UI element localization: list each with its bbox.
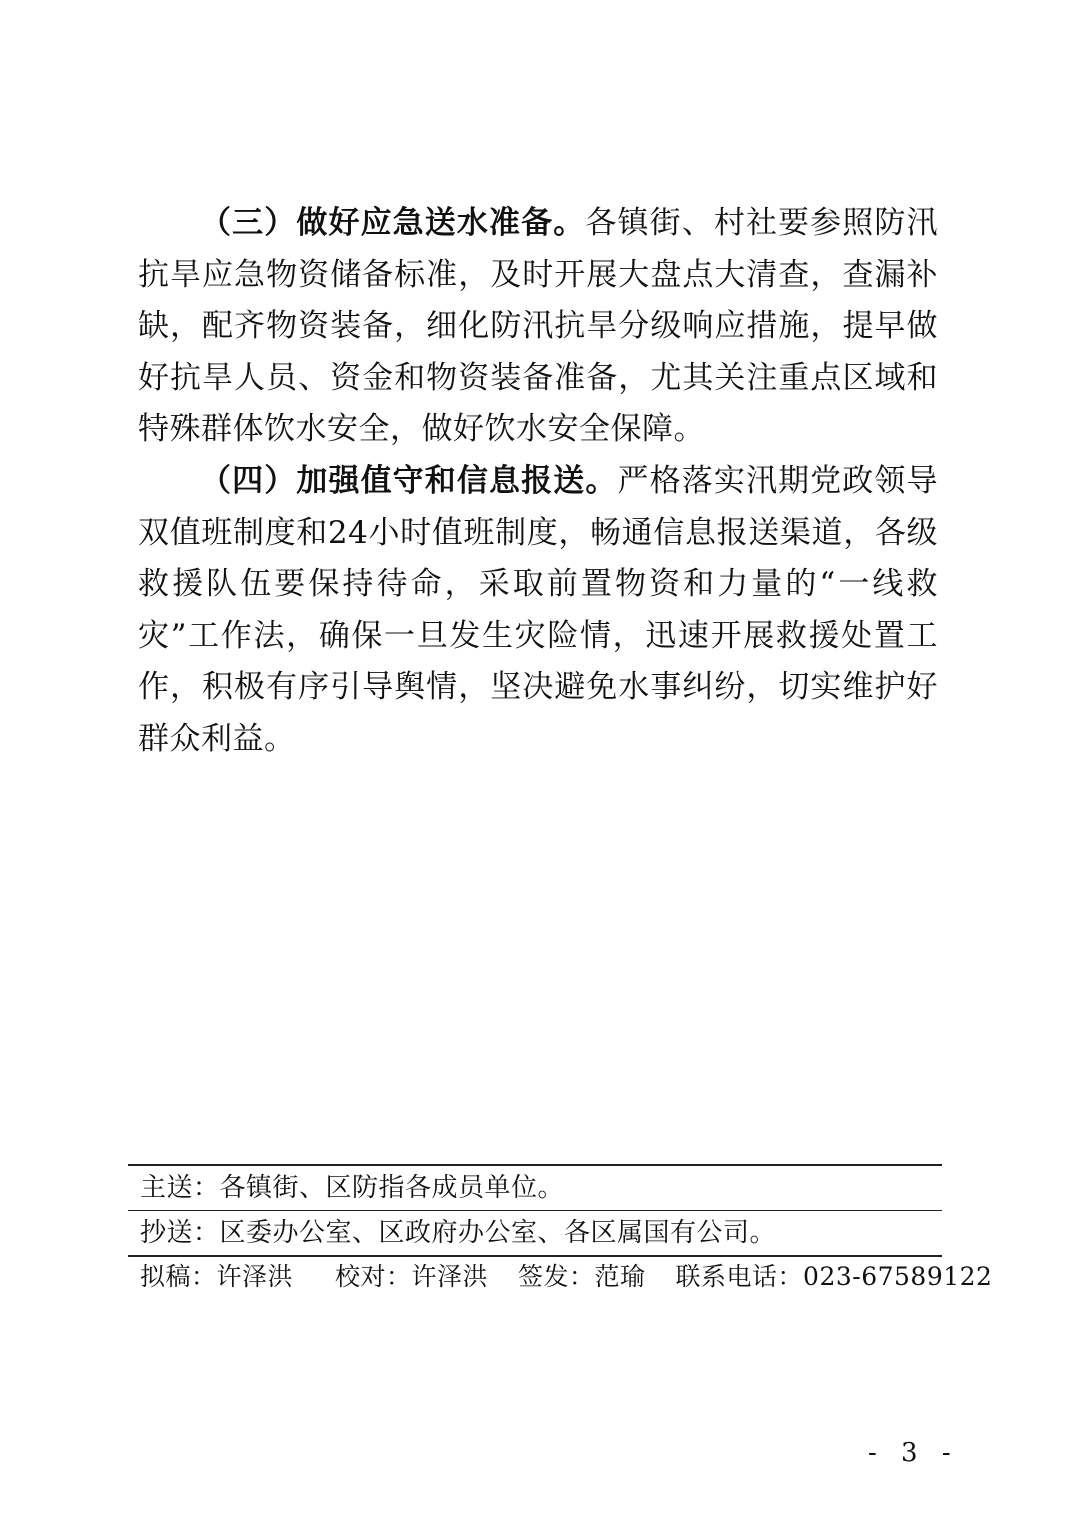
contact-phone: 联系电话：023-67589122: [675, 1262, 993, 1291]
section-heading-4: （四）加强值守和信息报送。: [200, 462, 618, 499]
page-number: - 3 -: [868, 1438, 959, 1468]
section-paragraph-3: [138, 198, 938, 456]
document-body: [138, 198, 938, 766]
section-text-3: 各镇街、村社要参照防汛抗旱应急物资储备标准，及时开展大盘点大清查，查漏补缺，配齐物资装备，细化防汛抗旱分级响应措施，提早做好抗旱人员、资金和物资装备准备，尤其关注重点区域和特殊群体饮水安全，做好饮水安全保障。: [138, 205, 939, 448]
issuer: 签发：范瑜: [518, 1262, 646, 1291]
section-paragraph-4: [138, 456, 938, 766]
drafter: 拟稿：许泽洪: [140, 1262, 294, 1291]
main-send-line: 主送：各镇街、区防指各成员单位。: [140, 1173, 565, 1203]
distribution-footer: [128, 1164, 993, 1297]
section-heading-3: （三）做好应急送水准备。: [200, 205, 586, 241]
draft-info-line: [128, 1257, 993, 1297]
copy-send-line: 抄送：区委办公室、区政府办公室、各区属国有公司。: [140, 1218, 777, 1248]
section-text-4: 严格落实汛期党政领导双值班制度和24小时值班制度，畅通信息报送渠道，各级救援队伍要保持待命，采取前置物资和力量的“一线救灾”工作法，确保一旦发生灾险情，迅速开展救援处置工作，积极有序引导舆情，坚决避免水事纠纷，切实维护好群众利益。: [138, 462, 939, 757]
proofreader: 校对：许泽洪: [335, 1262, 489, 1291]
